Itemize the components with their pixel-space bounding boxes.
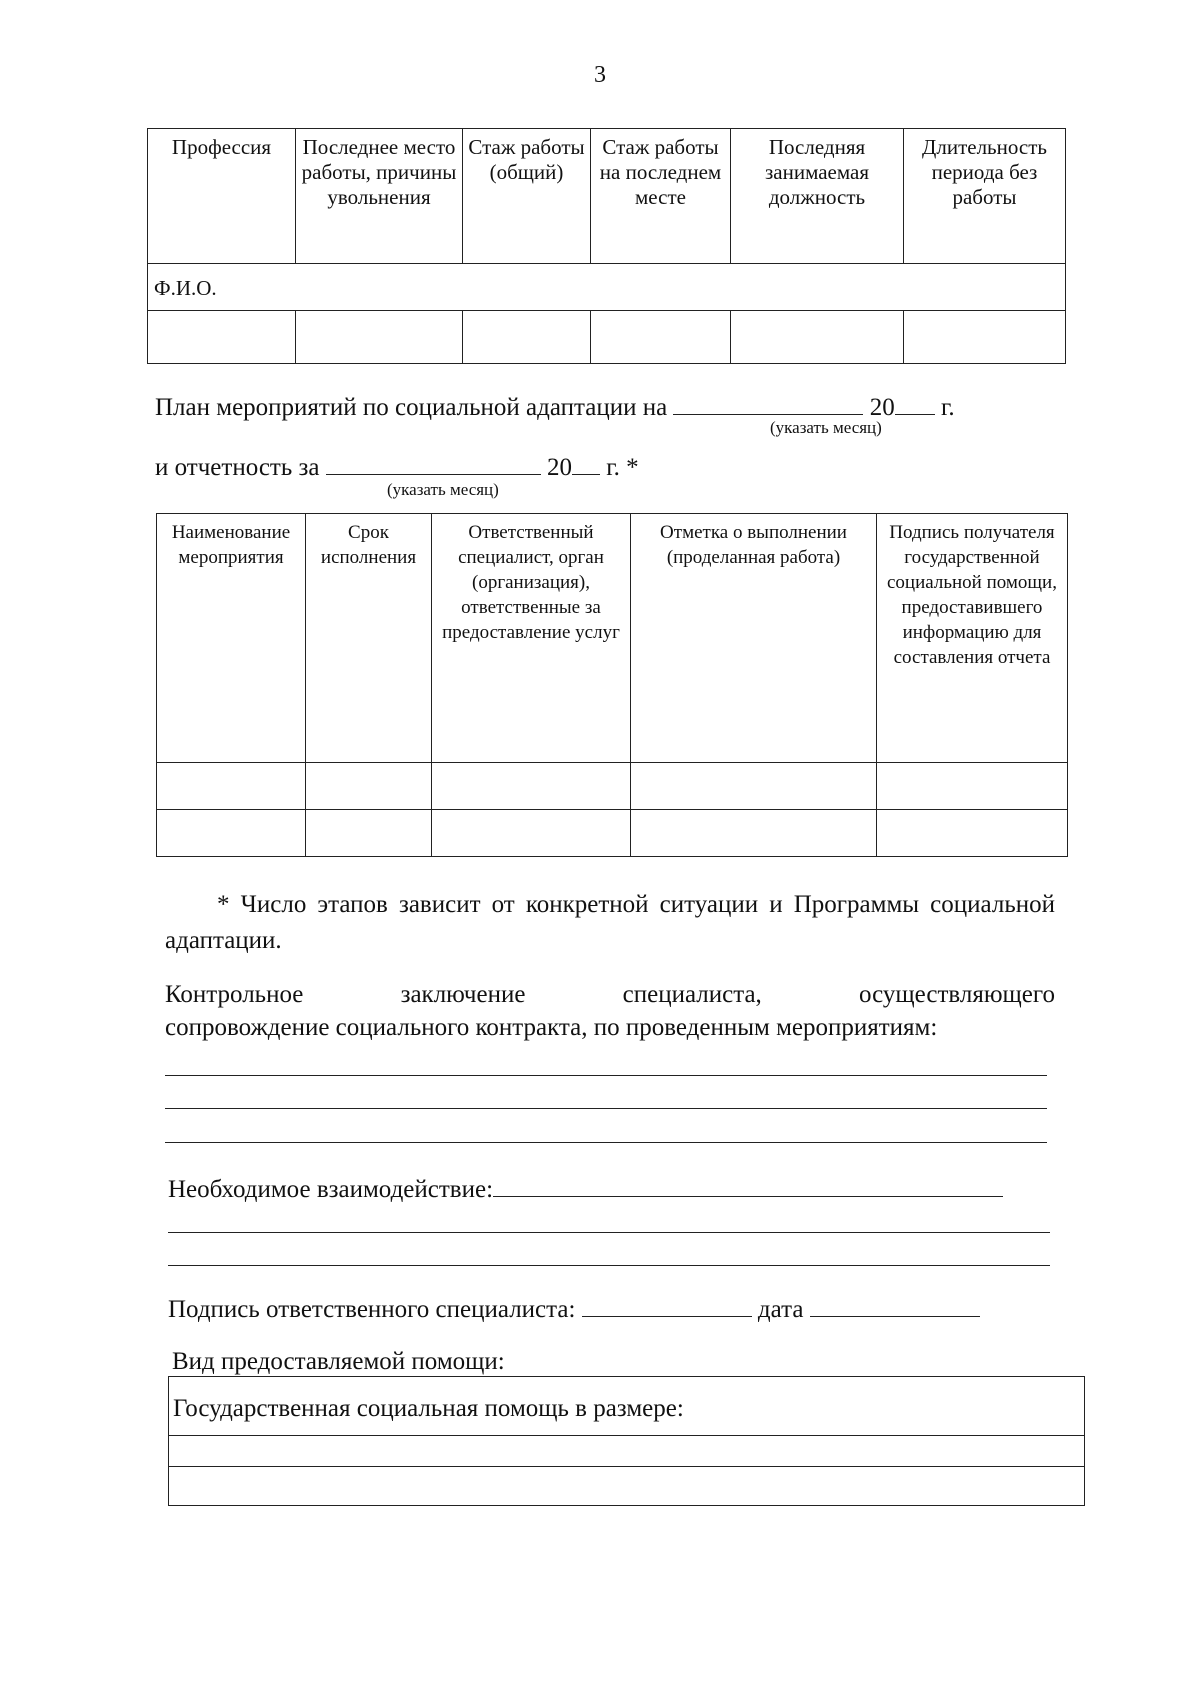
table-header-row: [148, 129, 1066, 264]
signature-line: [168, 1292, 980, 1325]
table-cell[interactable]: [463, 311, 591, 364]
table-row: [157, 810, 1068, 857]
table-row: [157, 763, 1068, 810]
header-cell: Срок исполнения: [306, 514, 432, 763]
year-field[interactable]: [895, 390, 935, 415]
conclusion-line[interactable]: [165, 1142, 1047, 1143]
footnote: * Число этапов зависит от конкретной ситуации и Программы социальной адаптации.: [165, 891, 1055, 954]
header-cell: Стаж работы (общий): [463, 129, 591, 264]
interaction-field[interactable]: [493, 1172, 1003, 1197]
table-cell[interactable]: [904, 311, 1066, 364]
table-row: [169, 1377, 1085, 1436]
report-line: [155, 450, 639, 483]
header-cell: Последнее место работы, причины увольнения: [296, 129, 463, 264]
table-row: [169, 1467, 1085, 1506]
table-cell[interactable]: [169, 1467, 1085, 1506]
month-field[interactable]: [673, 390, 863, 415]
conclusion-line[interactable]: [165, 1108, 1047, 1109]
month-field[interactable]: [326, 450, 541, 475]
table-cell[interactable]: [157, 810, 306, 857]
plan-label: План мероприятий по социальной адаптации на: [155, 394, 668, 421]
date-field[interactable]: [810, 1292, 980, 1317]
header-cell: Ответственный специалист, орган (организация), ответственные за предоставление услуг: [432, 514, 631, 763]
header-cell: Наименование мероприятия: [157, 514, 306, 763]
signature-label: Подпись ответственного специалиста:: [168, 1296, 576, 1323]
table-cell[interactable]: [169, 1436, 1085, 1467]
header-cell: Стаж работы на последнем месте: [591, 129, 731, 264]
control-line2: сопровождение социального контракта, по проведенным мероприятиям:: [165, 1014, 938, 1041]
conclusion-line[interactable]: [165, 1075, 1047, 1076]
month-hint: (указать месяц): [770, 418, 882, 437]
control-word: Контрольное: [165, 981, 304, 1008]
table-header-row: [157, 514, 1068, 763]
report-label: и отчетность за: [155, 454, 320, 481]
table-row: [148, 311, 1066, 364]
table-cell[interactable]: [306, 810, 432, 857]
control-word: заключение: [400, 981, 526, 1008]
table-cell[interactable]: [432, 763, 631, 810]
table-cell[interactable]: [296, 311, 463, 364]
month-hint: (указать месяц): [387, 480, 499, 499]
fio-label: Ф.И.О.: [148, 264, 1066, 311]
date-label: дата: [757, 1296, 804, 1323]
page-number: 3: [594, 62, 606, 88]
table-cell[interactable]: [731, 311, 904, 364]
control-word: осуществляющего: [859, 981, 1055, 1008]
year-suffix: г.: [940, 394, 955, 421]
interaction-line[interactable]: [168, 1232, 1050, 1233]
table-cell[interactable]: [631, 763, 877, 810]
aid-amount-label: Государственная социальная помощь в размере:: [169, 1377, 1085, 1436]
control-heading: [165, 980, 1055, 1010]
year-prefix: 20: [869, 394, 895, 421]
table-cell[interactable]: [877, 810, 1068, 857]
table-cell[interactable]: [306, 763, 432, 810]
aid-table: [168, 1376, 1085, 1506]
control-word: специалиста,: [622, 981, 762, 1008]
activities-table: [156, 513, 1068, 857]
employment-table: [147, 128, 1066, 364]
year-field[interactable]: [572, 450, 600, 475]
table-row: [169, 1436, 1085, 1467]
signature-field[interactable]: [582, 1292, 752, 1317]
table-cell[interactable]: [148, 311, 296, 364]
interaction-line[interactable]: [168, 1265, 1050, 1266]
table-cell[interactable]: [631, 810, 877, 857]
year-prefix: 20: [546, 454, 572, 481]
header-cell: Длительность периода без работы: [904, 129, 1066, 264]
aid-label: Вид предоставляемой помощи:: [172, 1348, 505, 1375]
header-cell: Последняя занимаемая должность: [731, 129, 904, 264]
header-cell: Подпись получателя государственной социальной помощи, предоставившего информацию для составления отчета: [877, 514, 1068, 763]
interaction-line: [168, 1172, 1003, 1205]
table-cell[interactable]: [591, 311, 731, 364]
interaction-label: Необходимое взаимодействие:: [168, 1176, 494, 1203]
table-cell[interactable]: [157, 763, 306, 810]
fio-row: [148, 264, 1066, 311]
table-cell[interactable]: [877, 763, 1068, 810]
header-cell: Профессия: [148, 129, 296, 264]
table-cell[interactable]: [432, 810, 631, 857]
year-suffix: г. *: [606, 454, 639, 481]
header-cell: Отметка о выполнении (проделанная работа): [631, 514, 877, 763]
